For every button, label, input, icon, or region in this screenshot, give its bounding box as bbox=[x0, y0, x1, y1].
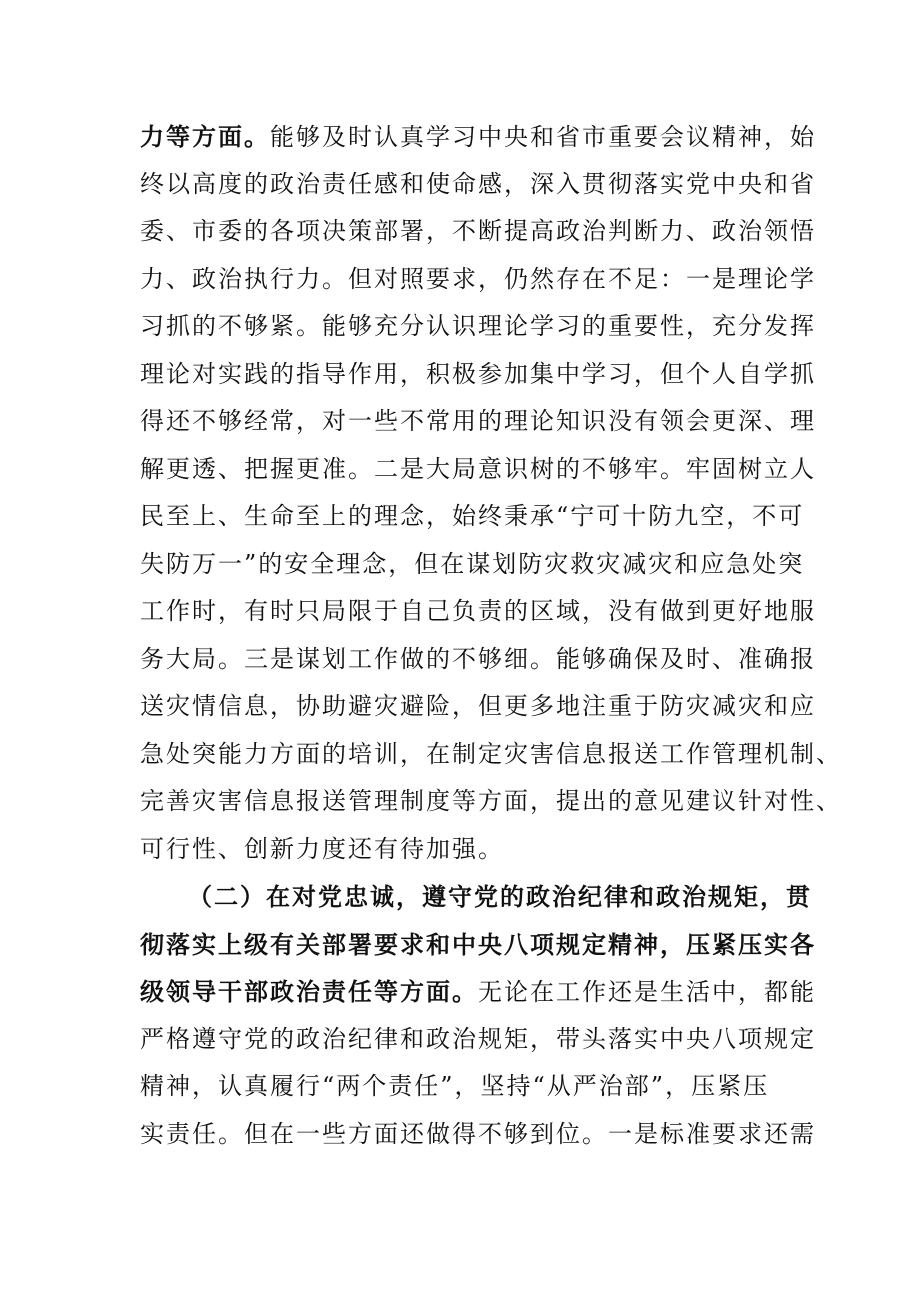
document-line bbox=[140, 161, 816, 209]
body-text: 得还不够经常，对一些不常用的理论知识没有领会更深、理 bbox=[140, 407, 816, 435]
body-text: 送灾情信息，协助避灾避险，但更多地注重于防灾减灾和应 bbox=[140, 692, 816, 720]
bold-heading-text: 力等方面。 bbox=[140, 122, 270, 151]
document-line bbox=[140, 351, 816, 399]
body-text: 可行性、创新力度还有待加强。 bbox=[140, 834, 504, 863]
document-body bbox=[140, 113, 842, 1158]
body-text: 终以高度的政治责任感和使命感，深入贯彻落实党中央和省 bbox=[140, 169, 816, 198]
bold-heading-text: 级领导干部政治责任等方面。 bbox=[140, 977, 478, 1006]
document-line bbox=[140, 446, 816, 494]
document-line bbox=[140, 873, 812, 921]
body-text: 工作时，有时只局限于自己负责的区域，没有做到更好地服 bbox=[140, 597, 816, 625]
body-text: 务大局。三是谋划工作做的不够细。能够确保及时、准确报 bbox=[140, 644, 816, 673]
document-line bbox=[140, 826, 780, 874]
bold-heading-text: 彻落实上级有关部署要求和中央八项规定精神，压紧压实各 bbox=[140, 929, 816, 959]
document-line bbox=[140, 636, 816, 684]
document-line bbox=[140, 968, 816, 1016]
document-line bbox=[140, 256, 816, 304]
document-line bbox=[140, 588, 816, 636]
bold-heading-text: （二）在对党忠诚，遵守党的政治纪律和政治规矩，贯 bbox=[188, 882, 812, 911]
document-line bbox=[140, 683, 816, 731]
body-text: 能够及时认真学习中央和省市重要会议精神，始 bbox=[270, 123, 816, 151]
body-text: 力、政治执行力。但对照要求，仍然存在不足：一是理论学 bbox=[140, 264, 816, 293]
document-line bbox=[140, 398, 816, 446]
document-line bbox=[140, 731, 842, 779]
body-text: 急处突能力方面的培训，在制定灾害信息报送工作管理机制、 bbox=[140, 739, 842, 768]
body-text: 完善灾害信息报送管理制度等方面，提出的意见建议针对性、 bbox=[140, 787, 842, 815]
body-text: 严格遵守党的政治纪律和政治规矩，带头落实中央八项规定 bbox=[140, 1024, 816, 1053]
document-line bbox=[140, 113, 816, 161]
document-line bbox=[140, 1063, 780, 1111]
body-text: 精神，认真履行“两个责任”，坚持“从严治部”，压紧压 bbox=[140, 1072, 770, 1100]
document-line bbox=[140, 1111, 816, 1159]
body-text: 解更透、把握更准。二是大局意识树的不够牢。牢固树立人 bbox=[140, 454, 816, 483]
document-line bbox=[140, 541, 805, 589]
document-line bbox=[140, 921, 816, 969]
body-text: 无论在工作还是生活中，都能 bbox=[478, 978, 816, 1006]
body-text: 理论对实践的指导作用，积极参加集中学习，但个人自学抓 bbox=[140, 359, 816, 388]
body-text: 实责任。但在一些方面还做得不够到位。一是标准要求还需 bbox=[140, 1119, 816, 1148]
document-line bbox=[140, 208, 816, 256]
body-text: 委、市委的各项决策部署，不断提高政治判断力、政治领悟 bbox=[140, 217, 816, 245]
document-line bbox=[140, 778, 842, 826]
body-text: 民至上、生命至上的理念，始终秉承“宁可十防九空，不可 bbox=[140, 502, 805, 530]
document-line bbox=[140, 1016, 816, 1064]
document-line bbox=[140, 493, 805, 541]
document-line bbox=[140, 303, 816, 351]
body-text: 习抓的不够紧。能够充分认识理论学习的重要性，充分发挥 bbox=[140, 312, 816, 340]
body-text: 失防万一”的安全理念，但在谋划防灾救灾减灾和应急处突 bbox=[140, 549, 805, 578]
